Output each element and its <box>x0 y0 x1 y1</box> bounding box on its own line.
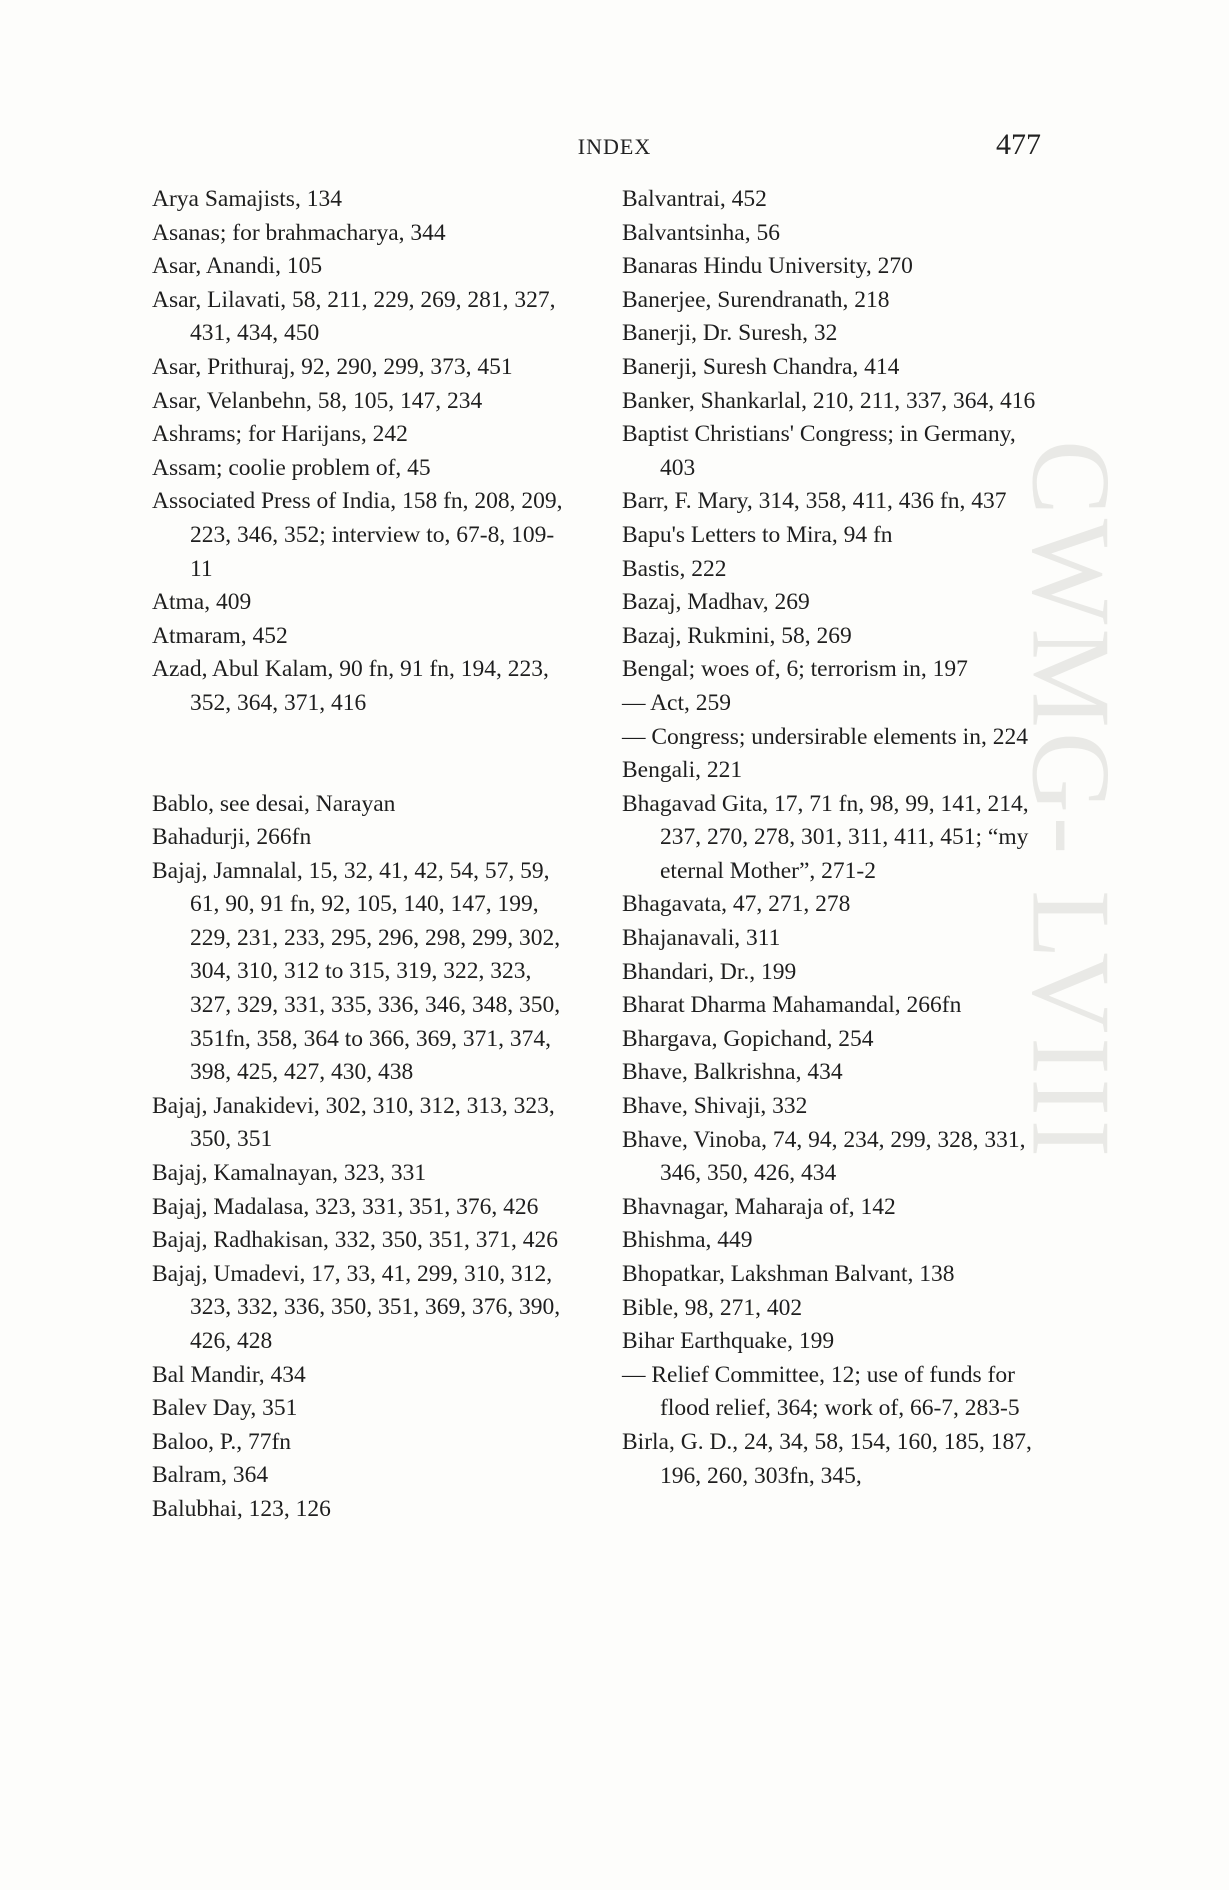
index-entry: Asar, Anandi, 105 <box>152 253 323 280</box>
index-entry: Baloo, P., 77fn <box>152 1428 292 1455</box>
index-entry: Banker, Shankarlal, 210, 211, 337, 364, 416 <box>622 387 1036 414</box>
index-entry: Asar, Velanbehn, 58, 105, 147, 234 <box>152 387 483 414</box>
index-entry: Associated Press of India, 158 fn, 208, 209, 223, 346, 352; interview to, 67-8, 109-11 <box>152 488 563 582</box>
index-entry: Bajaj, Radhakisan, 332, 350, 351, 371, 426 <box>152 1227 558 1254</box>
index-entry: Bihar Earthquake, 199 <box>622 1328 835 1355</box>
index-entry: Balev Day, 351 <box>152 1395 298 1422</box>
index-entry: — Congress; undersirable elements in, 224 <box>622 723 1028 750</box>
index-entry: Balvantsinha, 56 <box>622 219 780 246</box>
index-entry: — Act, 259 <box>622 689 732 716</box>
index-entry: Bazaj, Madhav, 269 <box>622 589 810 616</box>
index-entry: Banerjee, Surendranath, 218 <box>622 286 890 313</box>
index-entry: Bablo, see desai, Narayan <box>152 790 396 817</box>
index-entry: Baptist Christians' Congress; in Germany, 403 <box>622 421 1016 481</box>
index-entry: Arya Samajists, 134 <box>152 186 342 212</box>
index-entry: Bible, 98, 271, 402 <box>622 1294 803 1321</box>
index-entry: Bapu's Letters to Mira, 94 fn <box>622 521 893 548</box>
index-column-right <box>622 183 1046 1493</box>
index-entry: Asanas; for brahmacharya, 344 <box>152 219 446 246</box>
index-entry: Bazaj, Rukmini, 58, 269 <box>622 622 852 649</box>
index-entry: Bhave, Vinoba, 74, 94, 234, 299, 328, 331, 346, 350, 426, 434 <box>622 1126 1026 1187</box>
index-entry: Bharat Dharma Mahamandal, 266fn <box>622 992 962 1019</box>
index-entry: Bajaj, Umadevi, 17, 33, 41, 299, 310, 312, 323, 332, 336, 350, 351, 369, 376, 390, 426, 428 <box>152 1260 561 1354</box>
index-entry: Azad, Abul Kalam, 90 fn, 91 fn, 194, 223, 352, 364, 371, 416 <box>152 656 549 716</box>
index-entry: Asar, Prithuraj, 92, 290, 299, 373, 451 <box>152 353 513 380</box>
index-entry: Bhave, Balkrishna, 434 <box>622 1059 843 1086</box>
index-entry: Bhagavata, 47, 271, 278 <box>622 891 851 918</box>
index-entry: Bhave, Shivaji, 332 <box>622 1093 808 1120</box>
index-entry: Bhopatkar, Lakshman Balvant, 138 <box>622 1261 955 1287</box>
index-column-left <box>152 183 572 1527</box>
index-entry: Atma, 409 <box>152 589 252 616</box>
index-entry: Bhandari, Dr., 199 <box>622 958 797 985</box>
page-number: 477 <box>996 128 1041 161</box>
index-entry: Bajaj, Madalasa, 323, 331, 351, 376, 426 <box>152 1193 539 1220</box>
index-entry: Balubhai, 123, 126 <box>152 1495 331 1522</box>
index-entry: Bajaj, Jamnalal, 15, 32, 41, 42, 54, 57, 59, 61, 90, 91 fn, 92, 105, 140, 147, 199, 229, 231, 233, 295, 296, 298, 299, 302, 304, 310, 312 to 315, 319, 322, 323, 327, 329, 331, 335, 336, 346, 348, 350, 351fn, 358, 364 to 366, 369, 371, 374, 398, 425, 427, 430, 438 <box>152 857 561 1086</box>
index-entry: Balram, 364 <box>152 1462 269 1489</box>
running-header: INDEX <box>577 134 652 159</box>
index-entry: Bhajanavali, 311 <box>622 925 781 952</box>
index-entry: Bhargava, Gopichand, 254 <box>622 1025 874 1052</box>
index-entry: Bastis, 222 <box>622 555 727 582</box>
watermark-text: CWMG- LVIII <box>1008 440 1133 1162</box>
index-entry: Atmaram, 452 <box>152 622 288 649</box>
index-entry: Bajaj, Janakidevi, 302, 310, 312, 313, 323, 350, 351 <box>152 1092 555 1153</box>
index-entry: Ashrams; for Harijans, 242 <box>152 421 408 448</box>
index-entry: Bengal; woes of, 6; terrorism in, 197 <box>622 656 968 683</box>
index-entry: Bengali, 221 <box>622 757 743 784</box>
index-entry: Banerji, Dr. Suresh, 32 <box>622 320 838 347</box>
index-entry: Bhagavad Gita, 17, 71 fn, 98, 99, 141, 214, 237, 270, 278, 301, 311, 411, 451; “my eternal Mother”, 271-2 <box>622 790 1029 884</box>
index-entry: Bhishma, 449 <box>622 1227 753 1254</box>
index-entry: Assam; coolie problem of, 45 <box>152 454 431 481</box>
index-entry: Bal Mandir, 434 <box>152 1361 306 1388</box>
index-entry: Bajaj, Kamalnayan, 323, 331 <box>152 1160 427 1187</box>
index-entry: Balvantrai, 452 <box>622 186 767 212</box>
index-entry: Banerji, Suresh Chandra, 414 <box>622 353 900 380</box>
index-entry: Bahadurji, 266fn <box>152 824 312 851</box>
index-entry: Bhavnagar, Maharaja of, 142 <box>622 1193 896 1220</box>
index-entry: — Relief Committee, 12; use of funds for flood relief, 364; work of, 66-7, 283-5 <box>622 1361 1020 1422</box>
index-entry: Birla, G. D., 24, 34, 58, 154, 160, 185, 187, 196, 260, 303fn, 345, <box>622 1428 1032 1489</box>
index-entry: Banaras Hindu University, 270 <box>622 253 913 280</box>
index-entry: Asar, Lilavati, 58, 211, 229, 269, 281, 327, 431, 434, 450 <box>152 286 556 347</box>
index-entry: Barr, F. Mary, 314, 358, 411, 436 fn, 437 <box>622 488 1007 515</box>
